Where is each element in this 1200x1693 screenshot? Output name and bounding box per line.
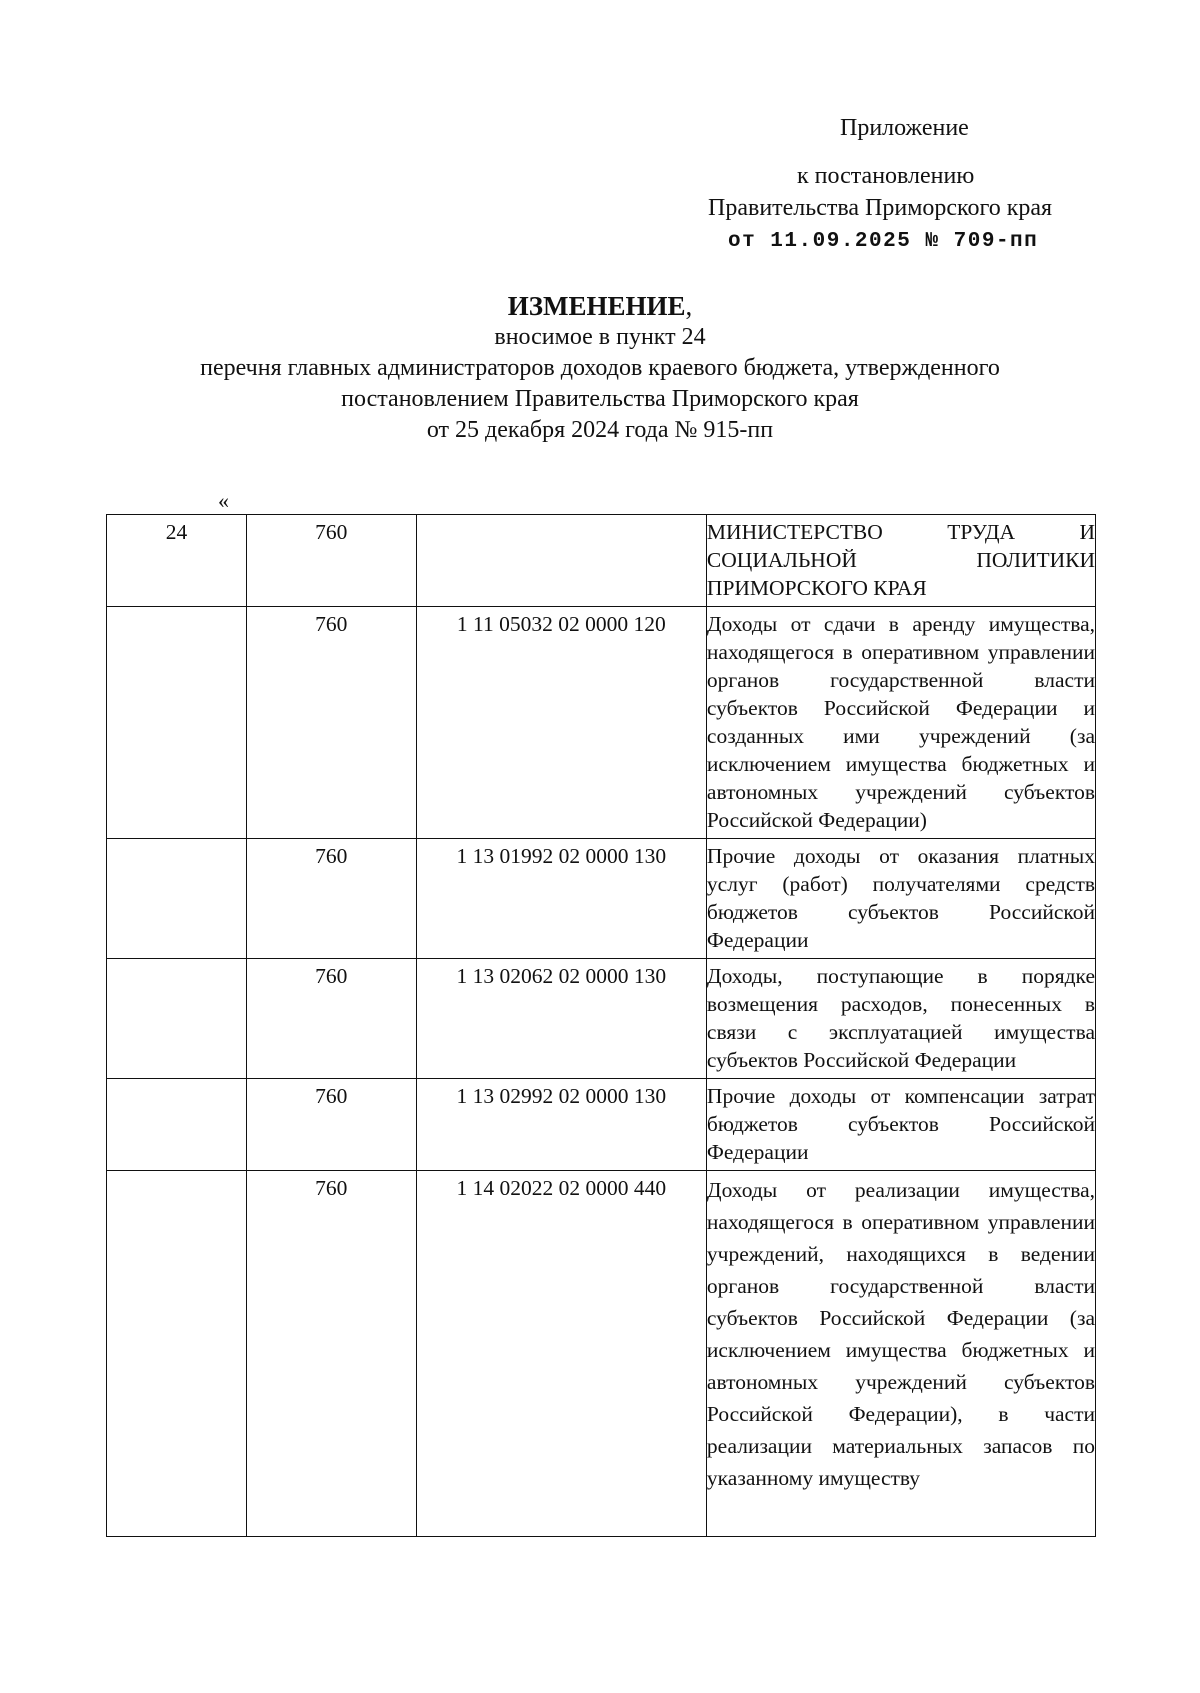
heading-punct: , (685, 291, 693, 321)
table-row (107, 1079, 1096, 1171)
title-line-5: от 25 декабря 2024 года № 915-пп (426, 417, 774, 443)
administrator-code-cell: 760 (246, 515, 416, 607)
revenue-name-cell: Доходы от сдачи в аренду имущества, находящегося в оперативном управлении органов государственной власти субъектов Российской Федерации и созданных ими учреждений (за исключением имущества бюджетных и автономных учреждений субъектов Российской Федерации) (706, 607, 1095, 839)
appendix-date-number-stamp: от 11.09.2025 № 709-пп (728, 230, 1039, 253)
revenue-code-cell: 1 13 01992 02 0000 130 (416, 839, 706, 959)
row-number-cell (107, 959, 247, 1079)
table-row (107, 1171, 1096, 1537)
row-number-cell (107, 607, 247, 839)
appendix-title: Приложение (840, 115, 969, 141)
revenue-name-cell: Доходы от реализации имущества, находящегося в оперативном управлении учреждений, находящихся в ведении органов государственной власти субъектов Российской Федерации (за исключением имущества бюджетных и автономных учреждений субъектов Российской Федерации), в части реализации материальных запасов по указанному имуществу (706, 1171, 1095, 1537)
title-line-2: вносимое в пункт 24 (494, 324, 706, 350)
table-row (107, 839, 1096, 959)
revenue-code-cell: 1 14 02022 02 0000 440 (416, 1171, 706, 1537)
document-heading (100, 290, 1100, 322)
document-title-block (100, 290, 1100, 446)
appendix-authority: Правительства Приморского края (708, 195, 1053, 221)
administrator-code-cell: 760 (246, 1171, 416, 1537)
appendix-reference: к постановлению (797, 163, 975, 189)
revenue-code-cell (416, 515, 706, 607)
revenue-code-cell: 1 13 02992 02 0000 130 (416, 1079, 706, 1171)
administrator-code-cell: 760 (246, 607, 416, 839)
title-line-3: перечня главных администраторов доходов краевого бюджета, утвержденного (200, 355, 1000, 381)
revenue-code-cell: 1 11 05032 02 0000 120 (416, 607, 706, 839)
row-number-cell (107, 839, 247, 959)
administrator-code-cell: 760 (246, 1079, 416, 1171)
administrator-code-cell: 760 (246, 839, 416, 959)
title-line-4: постановлением Правительства Приморского края (341, 386, 859, 412)
row-number-cell (107, 1171, 247, 1537)
table-row (107, 607, 1096, 839)
opening-quote-mark: « (218, 488, 229, 513)
row-number-cell (107, 1079, 247, 1171)
table-row (107, 959, 1096, 1079)
revenue-name-cell: МИНИСТЕРСТВО ТРУДА И СОЦИАЛЬНОЙ ПОЛИТИКИ ПРИМОРСКОГО КРАЯ (706, 515, 1095, 607)
revenue-name-cell: Прочие доходы от оказания платных услуг (работ) получателями средств бюджетов субъектов Российской Федерации (706, 839, 1095, 959)
revenue-name-cell: Доходы, поступающие в порядке возмещения расходов, понесенных в связи с эксплуатацией имущества субъектов Российской Федерации (706, 959, 1095, 1079)
revenue-administrators-table (106, 514, 1096, 1537)
heading-text: ИЗМЕНЕНИЕ (507, 291, 686, 321)
revenue-code-cell: 1 13 02062 02 0000 130 (416, 959, 706, 1079)
administrator-code-cell: 760 (246, 959, 416, 1079)
table-row (107, 515, 1096, 607)
row-number-cell: 24 (107, 515, 247, 607)
revenue-name-cell: Прочие доходы от компенсации затрат бюджетов субъектов Российской Федерации (706, 1079, 1095, 1171)
